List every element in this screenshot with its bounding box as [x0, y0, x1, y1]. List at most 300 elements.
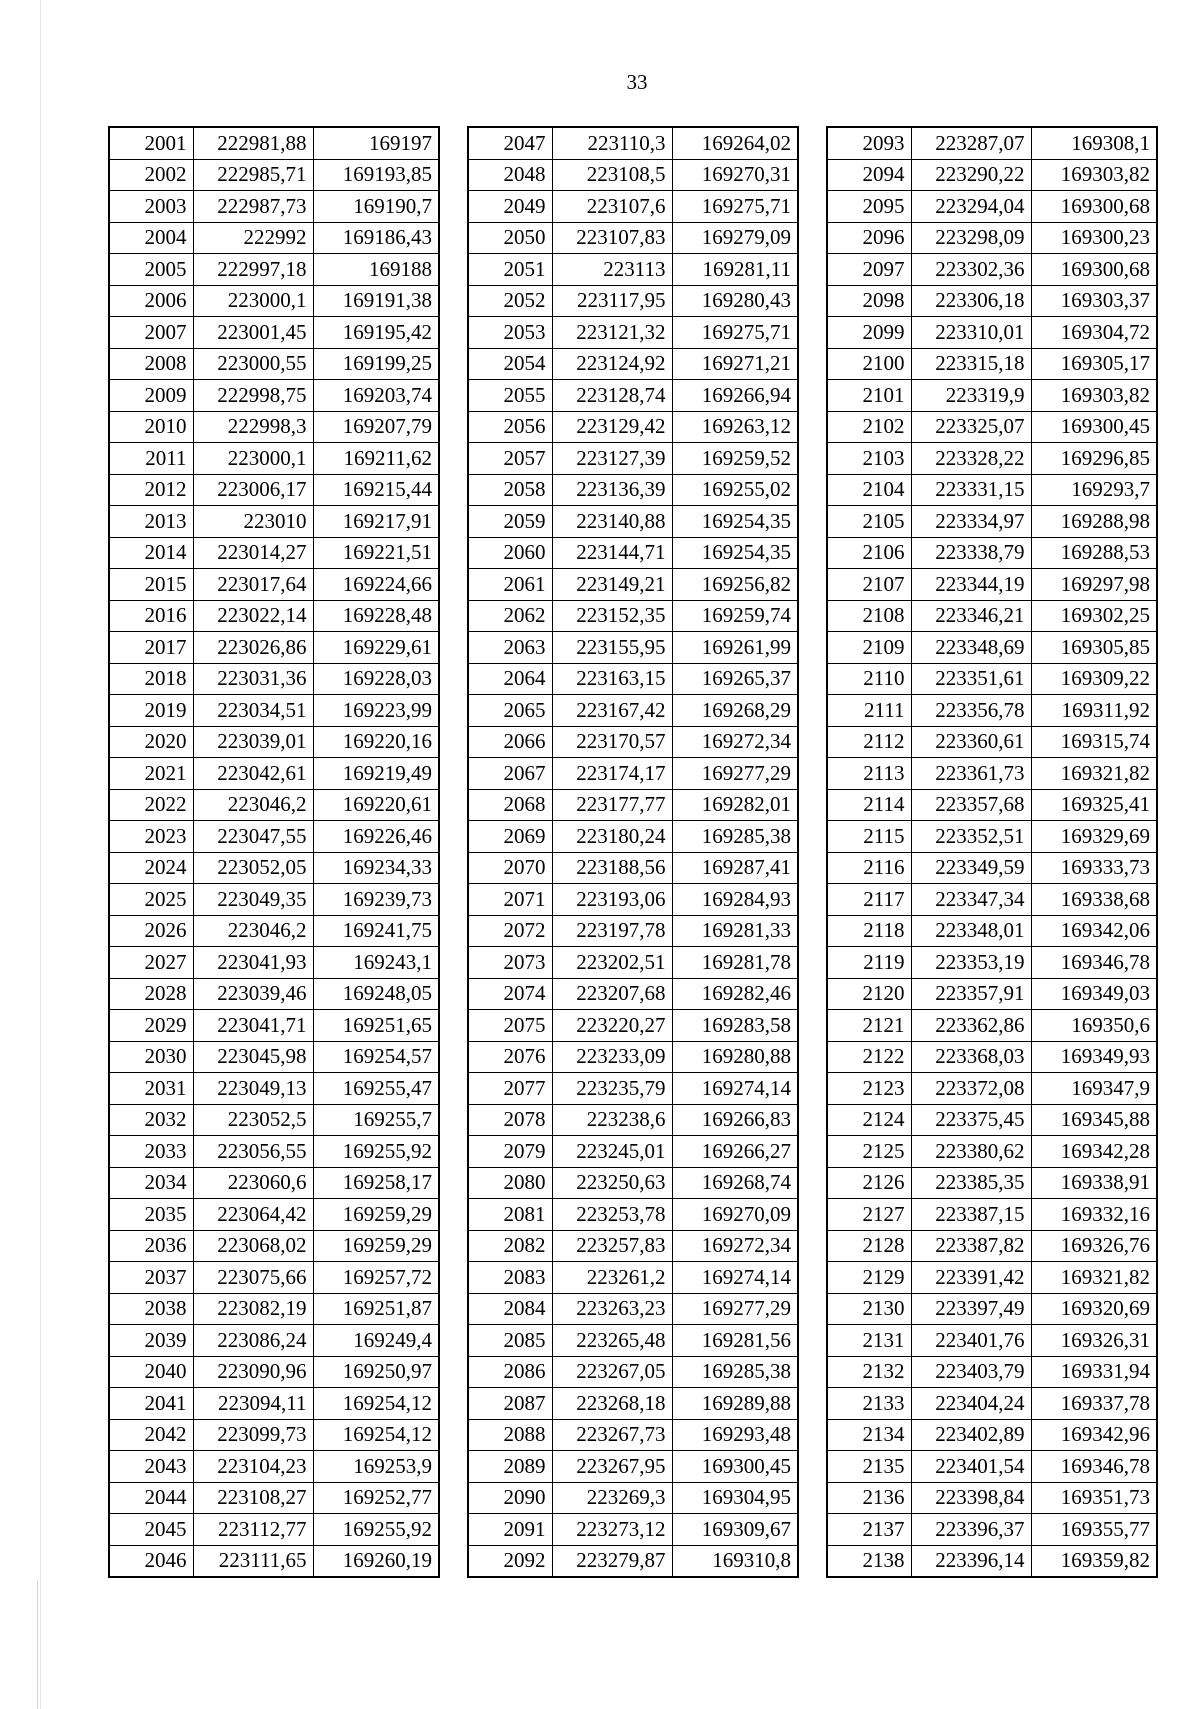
coordinates-table-body: [109, 127, 439, 1577]
y-coordinate-cell: 169266,27: [672, 1136, 798, 1168]
point-number-cell: 2134: [827, 1419, 911, 1451]
x-coordinate-cell: 223319,9: [911, 380, 1031, 412]
point-number-cell: 2035: [109, 1199, 193, 1231]
y-coordinate-cell: 169321,82: [1031, 1262, 1157, 1294]
point-number-cell: 2007: [109, 317, 193, 349]
x-coordinate-cell: 223356,78: [911, 695, 1031, 727]
table-row: [109, 758, 439, 790]
point-number-cell: 2077: [468, 1073, 552, 1105]
point-number-cell: 2028: [109, 978, 193, 1010]
y-coordinate-cell: 169259,29: [313, 1230, 439, 1262]
y-coordinate-cell: 169211,62: [313, 443, 439, 475]
x-coordinate-cell: 223124,92: [552, 348, 672, 380]
y-coordinate-cell: 169285,38: [672, 821, 798, 853]
point-number-cell: 2128: [827, 1230, 911, 1262]
point-number-cell: 2079: [468, 1136, 552, 1168]
point-number-cell: 2044: [109, 1482, 193, 1514]
table-row: [827, 1167, 1157, 1199]
y-coordinate-cell: 169228,03: [313, 663, 439, 695]
x-coordinate-cell: 223099,73: [193, 1419, 313, 1451]
table-row: [468, 1104, 798, 1136]
x-coordinate-cell: 223052,5: [193, 1104, 313, 1136]
x-coordinate-cell: 222981,88: [193, 127, 313, 159]
table-row: [827, 695, 1157, 727]
table-row: [109, 1388, 439, 1420]
table-row: [109, 411, 439, 443]
point-number-cell: 2094: [827, 159, 911, 191]
table-row: [827, 726, 1157, 758]
x-coordinate-cell: 223325,07: [911, 411, 1031, 443]
table-row: [468, 1356, 798, 1388]
point-number-cell: 2040: [109, 1356, 193, 1388]
table-row: [468, 159, 798, 191]
table-row: [468, 127, 798, 159]
scan-margin-line: [37, 1580, 38, 1709]
point-number-cell: 2113: [827, 758, 911, 790]
x-coordinate-cell: 223107,6: [552, 191, 672, 223]
table-row: [468, 632, 798, 664]
x-coordinate-cell: 223403,79: [911, 1356, 1031, 1388]
y-coordinate-cell: 169260,19: [313, 1545, 439, 1577]
point-number-cell: 2029: [109, 1010, 193, 1042]
table-row: [827, 569, 1157, 601]
y-coordinate-cell: 169207,79: [313, 411, 439, 443]
x-coordinate-cell: 223310,01: [911, 317, 1031, 349]
x-coordinate-cell: 223127,39: [552, 443, 672, 475]
y-coordinate-cell: 169186,43: [313, 222, 439, 254]
y-coordinate-cell: 169342,06: [1031, 915, 1157, 947]
y-coordinate-cell: 169228,48: [313, 600, 439, 632]
x-coordinate-cell: 223170,57: [552, 726, 672, 758]
point-number-cell: 2129: [827, 1262, 911, 1294]
table-row: [468, 1167, 798, 1199]
point-number-cell: 2052: [468, 285, 552, 317]
point-number-cell: 2126: [827, 1167, 911, 1199]
x-coordinate-cell: 223031,36: [193, 663, 313, 695]
x-coordinate-cell: 223017,64: [193, 569, 313, 601]
table-row: [109, 695, 439, 727]
x-coordinate-cell: 223022,14: [193, 600, 313, 632]
table-row: [109, 1262, 439, 1294]
table-row: [109, 1514, 439, 1546]
point-number-cell: 2002: [109, 159, 193, 191]
table-row: [109, 443, 439, 475]
table-row: [827, 159, 1157, 191]
point-number-cell: 2133: [827, 1388, 911, 1420]
point-number-cell: 2059: [468, 506, 552, 538]
point-number-cell: 2121: [827, 1010, 911, 1042]
table-row: [109, 474, 439, 506]
y-coordinate-cell: 169345,88: [1031, 1104, 1157, 1136]
y-coordinate-cell: 169304,95: [672, 1482, 798, 1514]
point-number-cell: 2075: [468, 1010, 552, 1042]
x-coordinate-cell: 223263,23: [552, 1293, 672, 1325]
table-row: [827, 1514, 1157, 1546]
point-number-cell: 2083: [468, 1262, 552, 1294]
x-coordinate-cell: 223315,18: [911, 348, 1031, 380]
table-row: [109, 191, 439, 223]
x-coordinate-cell: 223128,74: [552, 380, 672, 412]
table-row: [468, 1073, 798, 1105]
x-coordinate-cell: 223331,15: [911, 474, 1031, 506]
point-number-cell: 2078: [468, 1104, 552, 1136]
point-number-cell: 2018: [109, 663, 193, 695]
table-row: [109, 1136, 439, 1168]
y-coordinate-cell: 169254,35: [672, 537, 798, 569]
point-number-cell: 2045: [109, 1514, 193, 1546]
point-number-cell: 2006: [109, 285, 193, 317]
table-row: [827, 852, 1157, 884]
scan-margin-line: [40, 0, 41, 1709]
y-coordinate-cell: 169293,7: [1031, 474, 1157, 506]
point-number-cell: 2089: [468, 1451, 552, 1483]
table-row: [827, 348, 1157, 380]
table-row: [827, 1136, 1157, 1168]
y-coordinate-cell: 169259,29: [313, 1199, 439, 1231]
x-coordinate-cell: 223014,27: [193, 537, 313, 569]
table-row: [468, 506, 798, 538]
table-row: [109, 127, 439, 159]
y-coordinate-cell: 169254,57: [313, 1041, 439, 1073]
x-coordinate-cell: 223404,24: [911, 1388, 1031, 1420]
point-number-cell: 2123: [827, 1073, 911, 1105]
point-number-cell: 2071: [468, 884, 552, 916]
point-number-cell: 2074: [468, 978, 552, 1010]
table-row: [827, 1104, 1157, 1136]
y-coordinate-cell: 169303,82: [1031, 159, 1157, 191]
y-coordinate-cell: 169219,49: [313, 758, 439, 790]
y-coordinate-cell: 169272,34: [672, 1230, 798, 1262]
point-number-cell: 2070: [468, 852, 552, 884]
y-coordinate-cell: 169309,22: [1031, 663, 1157, 695]
table-row: [468, 884, 798, 916]
x-coordinate-cell: 223346,21: [911, 600, 1031, 632]
y-coordinate-cell: 169254,12: [313, 1388, 439, 1420]
y-coordinate-cell: 169338,91: [1031, 1167, 1157, 1199]
point-number-cell: 2051: [468, 254, 552, 286]
table-row: [468, 1199, 798, 1231]
x-coordinate-cell: 223257,83: [552, 1230, 672, 1262]
x-coordinate-cell: 223104,23: [193, 1451, 313, 1483]
coordinates-table-body: [827, 127, 1157, 1577]
table-row: [468, 663, 798, 695]
table-row: [468, 852, 798, 884]
point-number-cell: 2122: [827, 1041, 911, 1073]
x-coordinate-cell: 223149,21: [552, 569, 672, 601]
table-row: [827, 1073, 1157, 1105]
table-row: [827, 1041, 1157, 1073]
x-coordinate-cell: 223352,51: [911, 821, 1031, 853]
point-number-cell: 2124: [827, 1104, 911, 1136]
table-row: [827, 285, 1157, 317]
y-coordinate-cell: 169234,33: [313, 852, 439, 884]
table-row: [827, 915, 1157, 947]
table-row: [109, 1325, 439, 1357]
y-coordinate-cell: 169258,17: [313, 1167, 439, 1199]
x-coordinate-cell: 223351,61: [911, 663, 1031, 695]
x-coordinate-cell: 223220,27: [552, 1010, 672, 1042]
point-number-cell: 2020: [109, 726, 193, 758]
y-coordinate-cell: 169221,51: [313, 537, 439, 569]
table-row: [109, 1356, 439, 1388]
point-number-cell: 2010: [109, 411, 193, 443]
x-coordinate-cell: 223094,11: [193, 1388, 313, 1420]
table-row: [468, 915, 798, 947]
table-row: [468, 380, 798, 412]
x-coordinate-cell: 223348,69: [911, 632, 1031, 664]
point-number-cell: 2016: [109, 600, 193, 632]
point-number-cell: 2060: [468, 537, 552, 569]
y-coordinate-cell: 169251,65: [313, 1010, 439, 1042]
y-coordinate-cell: 169347,9: [1031, 1073, 1157, 1105]
coordinates-table-2: [467, 126, 799, 1578]
table-row: [827, 537, 1157, 569]
x-coordinate-cell: 223385,35: [911, 1167, 1031, 1199]
x-coordinate-cell: 223177,77: [552, 789, 672, 821]
x-coordinate-cell: 223117,95: [552, 285, 672, 317]
point-number-cell: 2058: [468, 474, 552, 506]
table-row: [109, 915, 439, 947]
x-coordinate-cell: 223267,73: [552, 1419, 672, 1451]
y-coordinate-cell: 169263,12: [672, 411, 798, 443]
y-coordinate-cell: 169229,61: [313, 632, 439, 664]
page-number: 33: [626, 70, 648, 94]
point-number-cell: 2061: [468, 569, 552, 601]
x-coordinate-cell: 223110,3: [552, 127, 672, 159]
point-number-cell: 2081: [468, 1199, 552, 1231]
y-coordinate-cell: 169255,92: [313, 1136, 439, 1168]
table-row: [109, 506, 439, 538]
table-row: [827, 254, 1157, 286]
table-row: [468, 222, 798, 254]
point-number-cell: 2033: [109, 1136, 193, 1168]
y-coordinate-cell: 169315,74: [1031, 726, 1157, 758]
x-coordinate-cell: 223396,37: [911, 1514, 1031, 1546]
table-row: [109, 600, 439, 632]
y-coordinate-cell: 169255,02: [672, 474, 798, 506]
point-number-cell: 2005: [109, 254, 193, 286]
y-coordinate-cell: 169261,99: [672, 632, 798, 664]
y-coordinate-cell: 169256,82: [672, 569, 798, 601]
table-row: [468, 947, 798, 979]
x-coordinate-cell: 223056,55: [193, 1136, 313, 1168]
table-row: [827, 1388, 1157, 1420]
point-number-cell: 2008: [109, 348, 193, 380]
y-coordinate-cell: 169280,43: [672, 285, 798, 317]
y-coordinate-cell: 169304,72: [1031, 317, 1157, 349]
y-coordinate-cell: 169226,46: [313, 821, 439, 853]
table-row: [468, 726, 798, 758]
x-coordinate-cell: 223046,2: [193, 915, 313, 947]
y-coordinate-cell: 169271,21: [672, 348, 798, 380]
x-coordinate-cell: 223174,17: [552, 758, 672, 790]
x-coordinate-cell: 223361,73: [911, 758, 1031, 790]
y-coordinate-cell: 169355,77: [1031, 1514, 1157, 1546]
x-coordinate-cell: 223391,42: [911, 1262, 1031, 1294]
x-coordinate-cell: 223010: [193, 506, 313, 538]
point-number-cell: 2003: [109, 191, 193, 223]
y-coordinate-cell: 169283,58: [672, 1010, 798, 1042]
x-coordinate-cell: 223294,04: [911, 191, 1031, 223]
table-row: [827, 1356, 1157, 1388]
point-number-cell: 2125: [827, 1136, 911, 1168]
y-coordinate-cell: 169326,76: [1031, 1230, 1157, 1262]
y-coordinate-cell: 169250,97: [313, 1356, 439, 1388]
table-row: [468, 285, 798, 317]
table-row: [109, 285, 439, 317]
point-number-cell: 2103: [827, 443, 911, 475]
point-number-cell: 2068: [468, 789, 552, 821]
point-number-cell: 2087: [468, 1388, 552, 1420]
table-row: [109, 632, 439, 664]
x-coordinate-cell: 223188,56: [552, 852, 672, 884]
x-coordinate-cell: 223357,91: [911, 978, 1031, 1010]
y-coordinate-cell: 169284,93: [672, 884, 798, 916]
point-number-cell: 2090: [468, 1482, 552, 1514]
y-coordinate-cell: 169199,25: [313, 348, 439, 380]
x-coordinate-cell: 223180,24: [552, 821, 672, 853]
y-coordinate-cell: 169190,7: [313, 191, 439, 223]
point-number-cell: 2049: [468, 191, 552, 223]
x-coordinate-cell: 223111,65: [193, 1545, 313, 1577]
y-coordinate-cell: 169305,17: [1031, 348, 1157, 380]
point-number-cell: 2025: [109, 884, 193, 916]
x-coordinate-cell: 223086,24: [193, 1325, 313, 1357]
point-number-cell: 2138: [827, 1545, 911, 1577]
x-coordinate-cell: 223041,71: [193, 1010, 313, 1042]
y-coordinate-cell: 169266,94: [672, 380, 798, 412]
x-coordinate-cell: 223075,66: [193, 1262, 313, 1294]
x-coordinate-cell: 223045,98: [193, 1041, 313, 1073]
point-number-cell: 2119: [827, 947, 911, 979]
x-coordinate-cell: 223306,18: [911, 285, 1031, 317]
x-coordinate-cell: 223398,84: [911, 1482, 1031, 1514]
x-coordinate-cell: 223113: [552, 254, 672, 286]
x-coordinate-cell: 223375,45: [911, 1104, 1031, 1136]
point-number-cell: 2047: [468, 127, 552, 159]
point-number-cell: 2120: [827, 978, 911, 1010]
x-coordinate-cell: 223267,05: [552, 1356, 672, 1388]
point-number-cell: 2041: [109, 1388, 193, 1420]
x-coordinate-cell: 223298,09: [911, 222, 1031, 254]
y-coordinate-cell: 169350,6: [1031, 1010, 1157, 1042]
y-coordinate-cell: 169349,93: [1031, 1041, 1157, 1073]
y-coordinate-cell: 169254,12: [313, 1419, 439, 1451]
point-number-cell: 2132: [827, 1356, 911, 1388]
y-coordinate-cell: 169255,92: [313, 1514, 439, 1546]
x-coordinate-cell: 223245,01: [552, 1136, 672, 1168]
table-row: [468, 1041, 798, 1073]
x-coordinate-cell: 223052,05: [193, 852, 313, 884]
x-coordinate-cell: 223041,93: [193, 947, 313, 979]
y-coordinate-cell: 169297,98: [1031, 569, 1157, 601]
table-row: [109, 726, 439, 758]
table-row: [468, 1451, 798, 1483]
table-row: [468, 758, 798, 790]
y-coordinate-cell: 169270,09: [672, 1199, 798, 1231]
x-coordinate-cell: 223163,15: [552, 663, 672, 695]
x-coordinate-cell: 223107,83: [552, 222, 672, 254]
x-coordinate-cell: 223347,34: [911, 884, 1031, 916]
y-coordinate-cell: 169264,02: [672, 127, 798, 159]
y-coordinate-cell: 169191,38: [313, 285, 439, 317]
table-row: [468, 695, 798, 727]
table-row: [827, 884, 1157, 916]
x-coordinate-cell: 223039,01: [193, 726, 313, 758]
y-coordinate-cell: 169302,25: [1031, 600, 1157, 632]
x-coordinate-cell: 223396,14: [911, 1545, 1031, 1577]
x-coordinate-cell: 223279,87: [552, 1545, 672, 1577]
point-number-cell: 2050: [468, 222, 552, 254]
point-number-cell: 2085: [468, 1325, 552, 1357]
table-row: [827, 821, 1157, 853]
x-coordinate-cell: 223334,97: [911, 506, 1031, 538]
point-number-cell: 2136: [827, 1482, 911, 1514]
x-coordinate-cell: 223238,6: [552, 1104, 672, 1136]
y-coordinate-cell: 169220,16: [313, 726, 439, 758]
x-coordinate-cell: 223136,39: [552, 474, 672, 506]
y-coordinate-cell: 169332,16: [1031, 1199, 1157, 1231]
y-coordinate-cell: 169249,4: [313, 1325, 439, 1357]
point-number-cell: 2092: [468, 1545, 552, 1577]
y-coordinate-cell: 169188: [313, 254, 439, 286]
y-coordinate-cell: 169275,71: [672, 317, 798, 349]
y-coordinate-cell: 169268,29: [672, 695, 798, 727]
y-coordinate-cell: 169305,85: [1031, 632, 1157, 664]
x-coordinate-cell: 223401,54: [911, 1451, 1031, 1483]
y-coordinate-cell: 169296,85: [1031, 443, 1157, 475]
y-coordinate-cell: 169193,85: [313, 159, 439, 191]
point-number-cell: 2093: [827, 127, 911, 159]
x-coordinate-cell: 222998,75: [193, 380, 313, 412]
x-coordinate-cell: 223034,51: [193, 695, 313, 727]
point-number-cell: 2096: [827, 222, 911, 254]
x-coordinate-cell: 223049,35: [193, 884, 313, 916]
point-number-cell: 2097: [827, 254, 911, 286]
point-number-cell: 2030: [109, 1041, 193, 1073]
y-coordinate-cell: 169310,8: [672, 1545, 798, 1577]
point-number-cell: 2080: [468, 1167, 552, 1199]
point-number-cell: 2073: [468, 947, 552, 979]
y-coordinate-cell: 169281,78: [672, 947, 798, 979]
y-coordinate-cell: 169203,74: [313, 380, 439, 412]
x-coordinate-cell: 223269,3: [552, 1482, 672, 1514]
table-row: [468, 254, 798, 286]
x-coordinate-cell: 223046,2: [193, 789, 313, 821]
point-number-cell: 2108: [827, 600, 911, 632]
x-coordinate-cell: 223267,95: [552, 1451, 672, 1483]
table-row: [827, 474, 1157, 506]
y-coordinate-cell: 169282,01: [672, 789, 798, 821]
point-number-cell: 2037: [109, 1262, 193, 1294]
point-number-cell: 2001: [109, 127, 193, 159]
point-number-cell: 2039: [109, 1325, 193, 1357]
x-coordinate-cell: 223001,45: [193, 317, 313, 349]
point-number-cell: 2109: [827, 632, 911, 664]
table-row: [468, 1545, 798, 1577]
table-row: [468, 978, 798, 1010]
x-coordinate-cell: 222998,3: [193, 411, 313, 443]
y-coordinate-cell: 169266,83: [672, 1104, 798, 1136]
y-coordinate-cell: 169220,61: [313, 789, 439, 821]
table-row: [468, 1293, 798, 1325]
table-row: [468, 537, 798, 569]
point-number-cell: 2116: [827, 852, 911, 884]
table-row: [109, 1419, 439, 1451]
x-coordinate-cell: 223253,78: [552, 1199, 672, 1231]
y-coordinate-cell: 169300,68: [1031, 254, 1157, 286]
y-coordinate-cell: 169288,53: [1031, 537, 1157, 569]
